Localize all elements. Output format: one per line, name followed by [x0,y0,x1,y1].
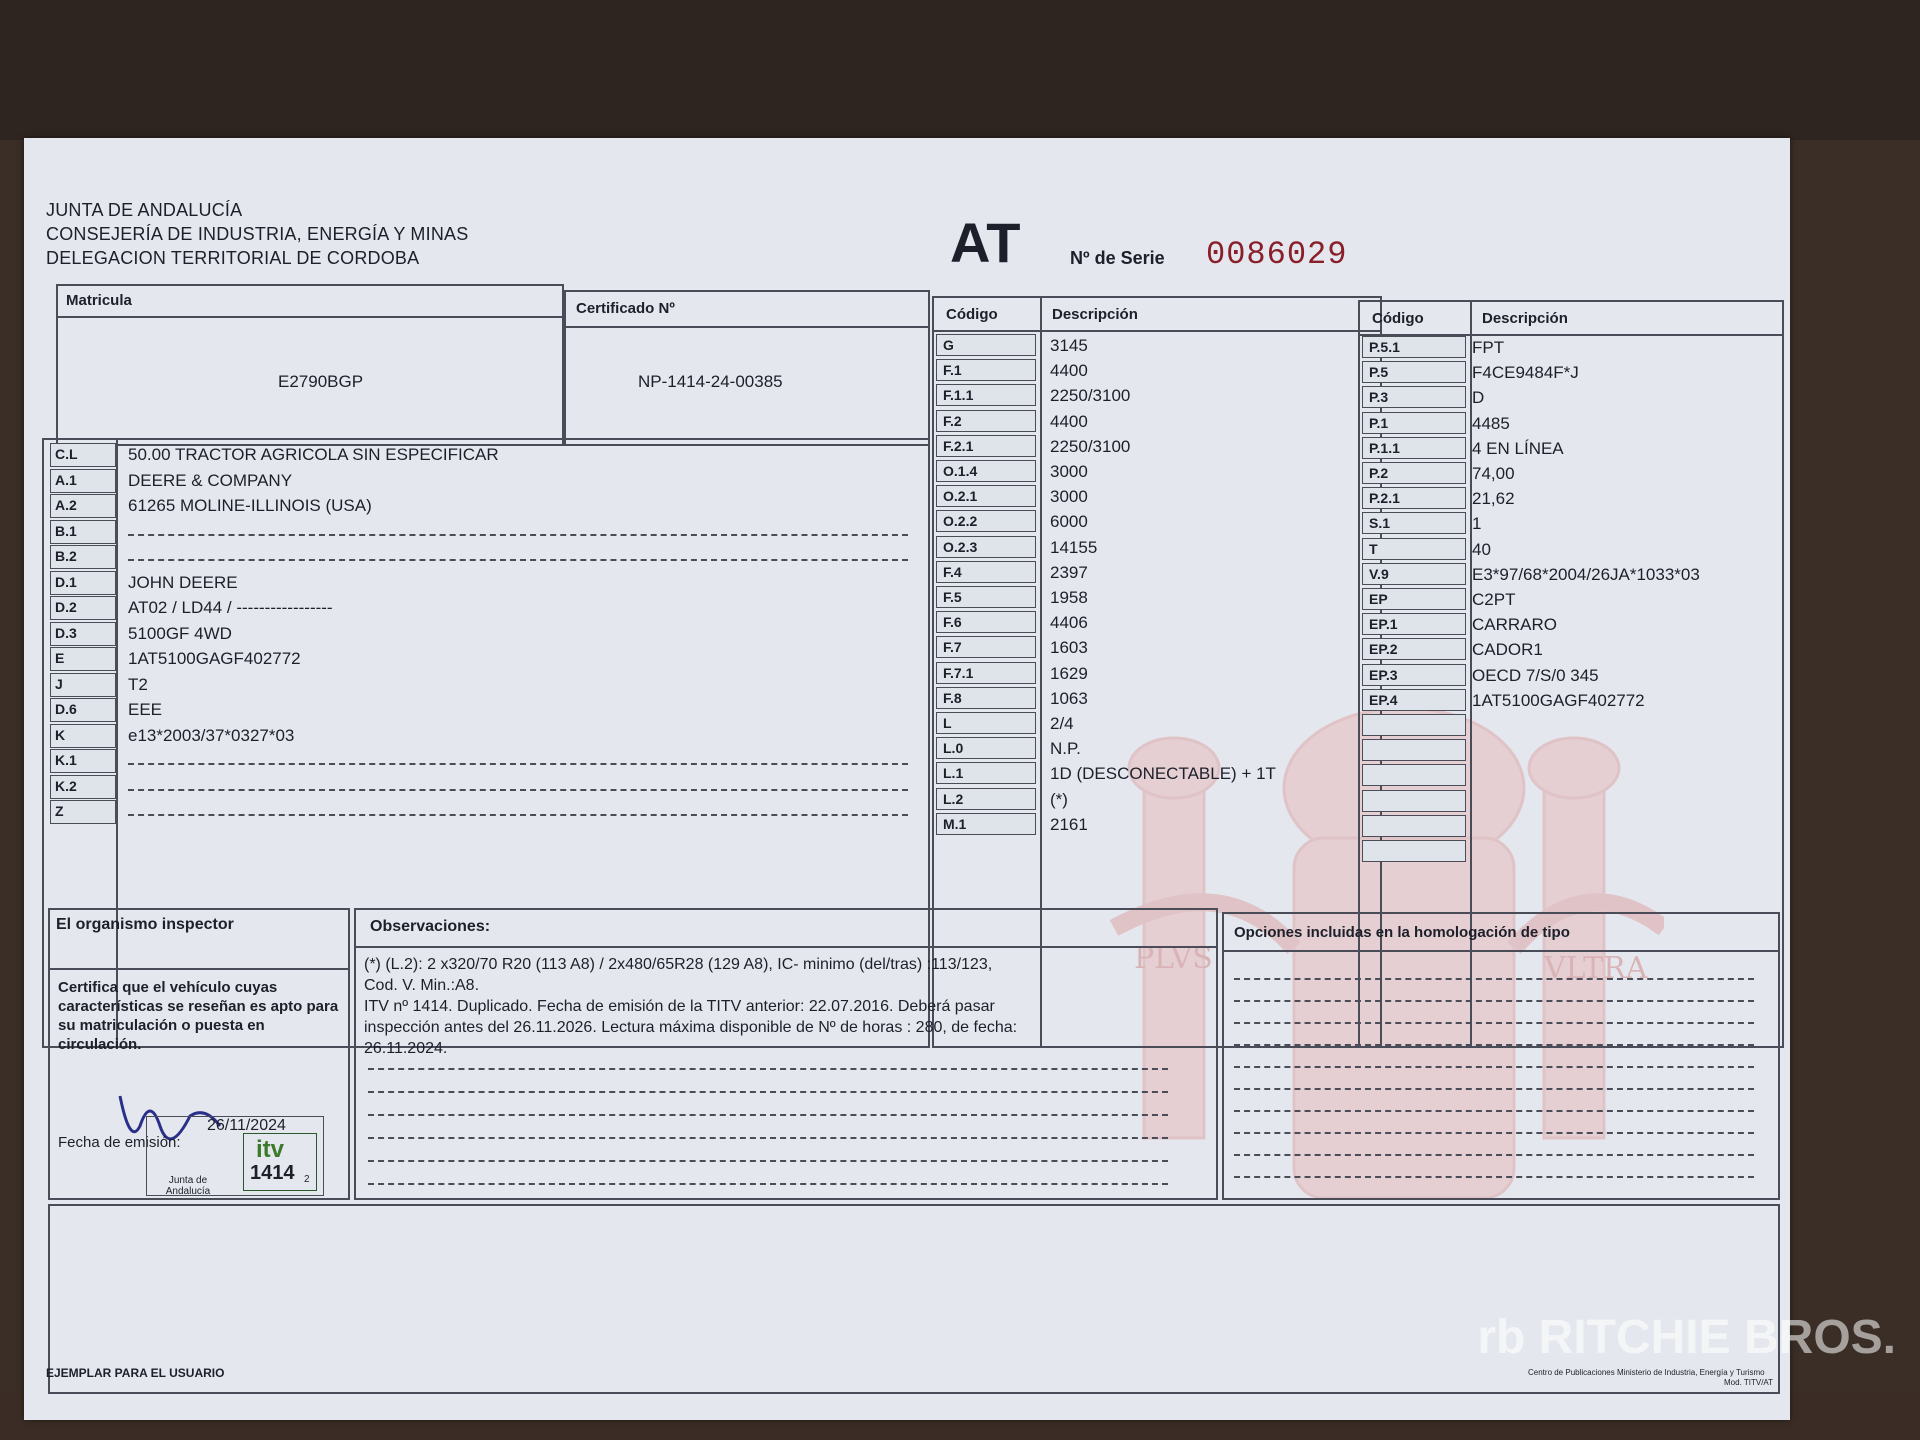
right-row-code: P.5 [1362,361,1466,383]
stamp-org: Junta de Andalucía [165,1175,211,1197]
left-row-value: 61265 MOLINE-ILLINOIS (USA) [128,496,372,515]
left-row-code: Z [50,800,116,824]
opciones-box [1222,912,1780,1200]
opciones-blank-line [1234,1044,1754,1046]
left-row-value: 50.00 TRACTOR AGRICOLA SIN ESPECIFICAR [128,445,499,464]
mid-row-code: F.8 [936,687,1036,709]
left-row-blank-line [128,534,908,536]
left-row-code: D.1 [50,571,116,595]
mid-code-header: Código [946,306,998,323]
opciones-blank-line [1234,1110,1754,1112]
right-row-value: F4CE9484F*J [1472,363,1579,383]
certificado-label: Certificado Nº [576,300,675,317]
mid-row-value: 4400 [1050,411,1088,431]
inspector-title: El organismo inspector [56,916,234,933]
observaciones-line: 26.11.2024. [364,1040,448,1057]
mid-row-value: 3000 [1050,487,1088,507]
right-row-code: S.1 [1362,512,1466,534]
right-row-empty-code [1362,739,1466,761]
right-row-code: EP.1 [1362,613,1466,635]
left-row-code: D.2 [50,596,116,620]
opciones-blank-line [1234,978,1754,980]
right-row-code: EP.3 [1362,664,1466,686]
mid-row-value: 2/4 [1050,714,1074,733]
opciones-blank-line [1234,1132,1754,1134]
left-row-value: 1AT5100GAGF402772 [128,649,301,668]
right-code-header: Código [1372,310,1424,327]
right-row-value: 21,62 [1472,489,1515,509]
mid-row-value: 2250/3100 [1050,436,1131,456]
left-row-value: 5100GF 4WD [128,623,232,643]
stamp-small-number: 2 [304,1174,310,1185]
vehicle-inspection-card [24,138,1790,1420]
document-type: AT [950,211,1021,274]
crest-right-motto: VLTRA [1544,951,1648,986]
right-desc-header: Descripción [1482,310,1568,327]
left-row-value: e13*2003/37*0327*03 [128,725,295,745]
publisher-note: Centro de Publicaciones Ministerio de Industria, Energía y Turismo [1528,1368,1765,1377]
bottom-blank-box [48,1204,1780,1394]
right-row-code: P.5.1 [1362,336,1466,358]
serial-label: Nº de Serie [1070,248,1165,268]
left-row-blank-line [128,763,908,765]
left-row-code: D.3 [50,622,116,646]
right-row-code: P.2 [1362,462,1466,484]
issuer-line-1: JUNTA DE ANDALUCÍA [46,200,243,220]
mid-row-value: N.P. [1050,739,1081,759]
background-top [0,0,1920,140]
left-row-value: DEERE & COMPANY [128,470,293,490]
right-row-code: EP [1362,588,1466,610]
copy-notice: EJEMPLAR PARA EL USUARIO [46,1366,225,1380]
stamp-date: 26/11/2024 [207,1117,286,1134]
right-row-empty-code [1362,815,1466,837]
crest-left-motto: PLVS [1134,941,1213,976]
right-row-value: 74,00 [1472,464,1515,483]
right-row-value: 4485 [1472,413,1510,433]
observaciones-blank-line [368,1114,1168,1116]
opciones-blank-line [1234,1000,1754,1002]
mid-row-code: O.2.1 [936,485,1036,507]
left-row-code: B.2 [50,545,116,569]
opciones-blank-line [1234,1088,1754,1090]
right-row-code: P.1.1 [1362,437,1466,459]
observaciones-blank-line [368,1160,1168,1162]
certificado-value: NP-1414-24-00385 [638,372,783,391]
mid-row-code: F.7 [936,636,1036,658]
right-row-value: E3*97/68*2004/26JA*1033*03 [1472,564,1700,584]
left-row-code: C.L [50,443,116,467]
mid-row-code: F.1.1 [936,384,1036,406]
mid-row-value: 4406 [1050,613,1088,633]
observaciones-line: ITV nº 1414. Duplicado. Fecha de emisión de la TITV anterior: 22.07.2016. Deberá pasar [364,998,995,1015]
opciones-blank-line [1234,1022,1754,1024]
observaciones-blank-line [368,1068,1168,1070]
right-row-value: FPT [1472,338,1505,357]
matricula-label: Matricula [66,292,132,309]
right-row-code: EP.2 [1362,638,1466,660]
mid-row-code: O.2.2 [936,510,1036,532]
itv-stamp [146,1116,324,1196]
itv-logo-text: itv [256,1136,285,1163]
mid-row-code: L.0 [936,737,1036,759]
issue-date-label: Fecha de emisión: [58,1134,181,1151]
left-row-code: J [50,673,116,697]
serial-number: 0086029 [1206,236,1348,273]
opciones-title: Opciones incluidas en la homologación de tipo [1234,924,1570,941]
left-row-blank-line [128,559,908,561]
mid-row-code: F.1 [936,359,1036,381]
mid-row-value: 3000 [1050,462,1088,481]
right-row-code: P.1 [1362,412,1466,434]
right-row-value: 4 EN LÍNEA [1472,438,1564,458]
observaciones-text [364,954,1164,1059]
left-row-value: AT02 / LD44 / ----------------- [128,598,333,617]
right-row-value: D [1472,388,1485,408]
right-row-value: 40 [1472,539,1491,559]
right-row-value: C2PT [1472,590,1516,609]
right-row-empty-code [1362,714,1466,736]
mid-row-value: 2161 [1050,814,1088,834]
right-row-value: 1AT5100GAGF402772 [1472,690,1645,710]
issuer-line-3: DELEGACION TERRITORIAL DE CORDOBA [46,248,420,268]
mid-row-code: G [936,334,1036,356]
mid-row-code: F.2.1 [936,435,1036,457]
left-row-code: K.1 [50,749,116,773]
right-row-code: V.9 [1362,563,1466,585]
right-row-empty-code [1362,764,1466,786]
mid-desc-header: Descripción [1052,306,1138,323]
observaciones-line: (*) (L.2): 2 x320/70 R20 (113 A8) / 2x480/65R28 (129 A8), IC- minimo (del/tras) :113/123, [364,956,993,973]
right-row-code: EP.4 [1362,689,1466,711]
mid-row-value: 1D (DESCONECTABLE) + 1T [1050,764,1276,784]
mid-row-value: 1063 [1050,688,1088,708]
observaciones-line: inspección antes del 26.11.2026. Lectura máxima disponible de Nº de horas : 280, de fecha: [364,1019,1018,1036]
observaciones-blank-line [368,1091,1168,1093]
right-row-value: OECD 7/S/0 345 [1472,665,1599,685]
left-row-code: K [50,724,116,748]
mid-row-code: F.7.1 [936,662,1036,684]
mid-row-code: O.1.4 [936,460,1036,482]
ritchie-bros-watermark: rb RITCHIE BROS. [1477,1311,1896,1364]
left-row-value: JOHN DEERE [128,572,238,592]
right-row-code: T [1362,538,1466,560]
right-row-value: 1 [1472,514,1482,534]
left-row-code: B.1 [50,520,116,544]
mid-row-code: M.1 [936,813,1036,835]
mid-row-code: F.2 [936,410,1036,432]
left-row-code: A.1 [50,469,116,493]
inspector-certification: Certifica que el vehículo cuyas características se reseñan es apto para su matriculación o puesta en circulación. [58,979,339,1053]
right-row-code: P.3 [1362,386,1466,408]
observaciones-blank-line [368,1183,1168,1185]
matricula-value: E2790BGP [278,372,364,391]
observaciones-box [354,908,1218,1200]
mid-row-value: 14155 [1050,537,1098,557]
left-row-code: A.2 [50,494,116,518]
left-row-value: EEE [128,700,163,719]
inspector-box [48,908,350,1200]
mid-row-value: 1958 [1050,588,1088,607]
mid-row-code: L.2 [936,788,1036,810]
certificado-box [564,290,930,446]
mid-row-value: 1603 [1050,638,1088,658]
right-row-value: CARRARO [1472,615,1558,635]
matricula-box [56,284,564,446]
right-row-code: P.2.1 [1362,487,1466,509]
left-row-blank-line [128,814,908,816]
mid-row-value: 2397 [1050,562,1088,582]
mid-row-code: L.1 [936,762,1036,784]
opciones-blank-line [1234,1154,1754,1156]
mid-row-value: 4400 [1050,361,1088,381]
left-row-code: E [50,647,116,671]
mid-row-code: F.6 [936,611,1036,633]
mid-row-value: 2250/3100 [1050,386,1131,406]
itv-logo [243,1133,317,1191]
mid-row-value: 3145 [1050,336,1088,355]
opciones-blank-line [1234,1176,1754,1178]
mid-row-value: 6000 [1050,512,1088,532]
left-row-blank-line [128,789,908,791]
observaciones-line: Cod. V. Min.:A8. [364,977,480,994]
right-row-value: CADOR1 [1472,640,1543,660]
left-row-code: K.2 [50,775,116,799]
observaciones-title: Observaciones: [370,918,491,935]
issuer-line-2: CONSEJERÍA DE INDUSTRIA, ENERGÍA Y MINAS [46,224,469,244]
form-model: Mod. TITV/AT [1724,1378,1774,1387]
mid-row-code: F.4 [936,561,1036,583]
mid-row-code: L [936,712,1036,734]
mid-row-code: F.5 [936,586,1036,608]
right-row-empty-code [1362,840,1466,862]
opciones-blank-line [1234,1066,1754,1068]
left-row-value: T2 [128,674,148,694]
right-row-empty-code [1362,790,1466,812]
itv-station-number: 1414 [250,1162,295,1184]
mid-row-value: (*) [1050,789,1068,809]
mid-row-value: 1629 [1050,663,1088,683]
mid-row-code: O.2.3 [936,536,1036,558]
left-row-code: D.6 [50,698,116,722]
observaciones-blank-line [368,1137,1168,1139]
